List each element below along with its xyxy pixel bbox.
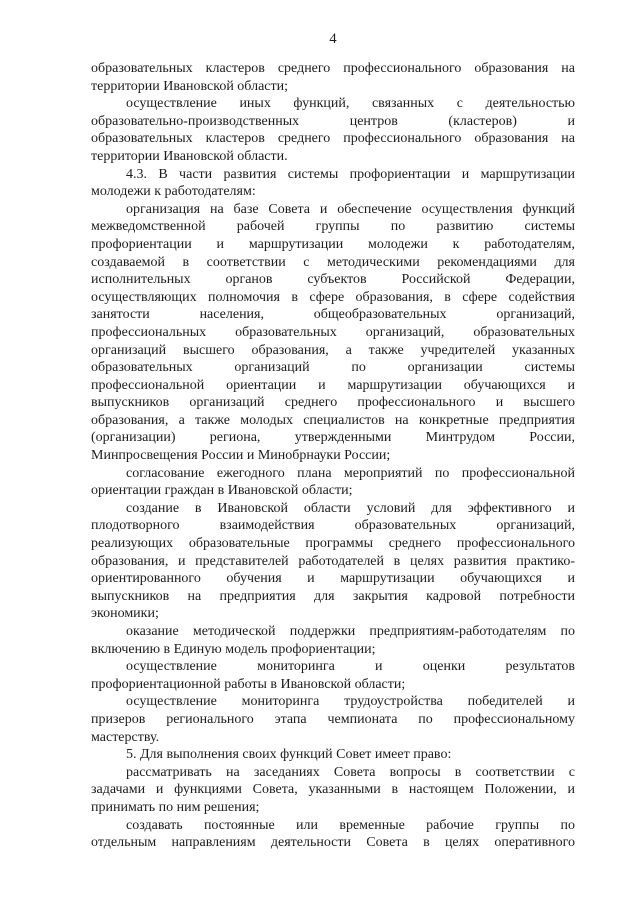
text-line: осуществление иных функций, связанных с деятельностью xyxy=(126,96,575,112)
text-line: задачами и функциями Совета, указанными в настоящем Положении, и xyxy=(91,782,575,798)
text-line: реализующих образовательные программы среднего профессионального xyxy=(91,536,575,552)
paragraph xyxy=(91,817,575,852)
text-line: создание в Ивановской области условий для эффективного и xyxy=(126,500,575,516)
text-line: занятости населения, общеобразовательных организаций, xyxy=(91,307,575,323)
text-line: Минпросвещения России и Минобрнауки России; xyxy=(91,448,391,464)
text-line: профессиональной ориентации и маршрутизации обучающихся и xyxy=(91,377,575,393)
text-line: образовательных кластеров среднего профессионального образования на xyxy=(91,61,575,76)
text-line: образовательных кластеров среднего профессионального образования на xyxy=(91,131,575,147)
text-line: организация на базе Совета и обеспечение осуществления функций xyxy=(126,201,575,217)
text-line: 5. Для выполнения своих функций Совет имеет право: xyxy=(126,747,452,763)
text-line: исполнительных органов субъектов Российской Федерации, xyxy=(91,272,575,288)
paragraph xyxy=(91,746,575,764)
paragraph xyxy=(91,166,575,201)
paragraph xyxy=(91,60,575,95)
document-body xyxy=(91,60,575,852)
paragraph xyxy=(91,95,575,165)
text-line: ориентированного обучения и маршрутизации обучающихся и xyxy=(91,571,575,587)
text-line: оказание методической поддержки предприятиям-работодателям по xyxy=(126,624,575,639)
text-line: создавать постоянные или временные рабочие группы по xyxy=(126,817,575,833)
paragraph xyxy=(91,764,575,817)
text-line: экономики; xyxy=(91,606,159,622)
text-line: профессиональных образовательных организаций, образовательных xyxy=(91,324,575,340)
text-line: образовательных организаций по организации системы xyxy=(91,360,575,376)
paragraph xyxy=(91,693,575,746)
page-number: 4 xyxy=(329,31,337,47)
text-line: мастерству. xyxy=(91,729,160,745)
paragraph xyxy=(91,623,575,658)
paragraph xyxy=(91,500,575,623)
text-line: образовательно-производственных центров (кластеров) и xyxy=(91,113,575,129)
text-line: выпускников организаций среднего профессионального и высшего xyxy=(91,395,575,411)
text-line: выпускников на предприятия для закрытия кадровой потребности xyxy=(91,588,575,604)
text-line: создаваемой в соответствии с методическими рекомендациями для xyxy=(91,254,575,270)
text-line: осуществляющих полномочия в сфере образования, в сфере содействия xyxy=(91,289,575,305)
text-line: принимать по ним решения; xyxy=(91,799,260,815)
text-line: территории Ивановской области. xyxy=(91,148,288,164)
text-line: отдельным направлениям деятельности Совета в целях оперативного xyxy=(91,835,575,851)
paragraph xyxy=(91,465,575,500)
text-line: профориентационной работы в Ивановской области; xyxy=(91,676,406,692)
text-line: образования, и представителей работодателей в целях развития практико- xyxy=(91,553,575,569)
text-line: рассматривать на заседаниях Совета вопросы в соответствии с xyxy=(126,764,575,780)
text-line: осуществление мониторинга и оценки результатов xyxy=(126,659,575,675)
text-line: включению в Единую модель профориентации; xyxy=(91,641,376,657)
text-line: согласование ежегодного плана мероприятий по профессиональной xyxy=(126,465,575,481)
text-line: образования, а также молодых специалистов на конкретные предприятия xyxy=(91,412,575,428)
text-line: профориентации и маршрутизации молодежи к работодателям, xyxy=(91,236,575,252)
text-line: призеров регионального этапа чемпионата по профессиональному xyxy=(91,711,575,727)
paragraph xyxy=(91,201,575,465)
text-line: молодежи к работодателям: xyxy=(91,184,256,200)
text-line: 4.3. В части развития системы профориентации и маршрутизации xyxy=(126,166,575,182)
paragraph xyxy=(91,658,575,693)
text-line: плодотворного взаимодействия образовательных организаций, xyxy=(91,518,575,534)
text-line: ориентации граждан в Ивановской области; xyxy=(91,483,353,499)
text-line: организаций высшего образования, а также учредителей указанных xyxy=(91,342,575,358)
text-line: осуществление мониторинга трудоустройства победителей и xyxy=(126,694,575,710)
text-line: межведомственной рабочей группы по развитию системы xyxy=(91,219,575,235)
text-line: (организации) региона, утвержденными Минтрудом России, xyxy=(91,430,575,446)
text-line: территории Ивановской области; xyxy=(91,78,288,94)
